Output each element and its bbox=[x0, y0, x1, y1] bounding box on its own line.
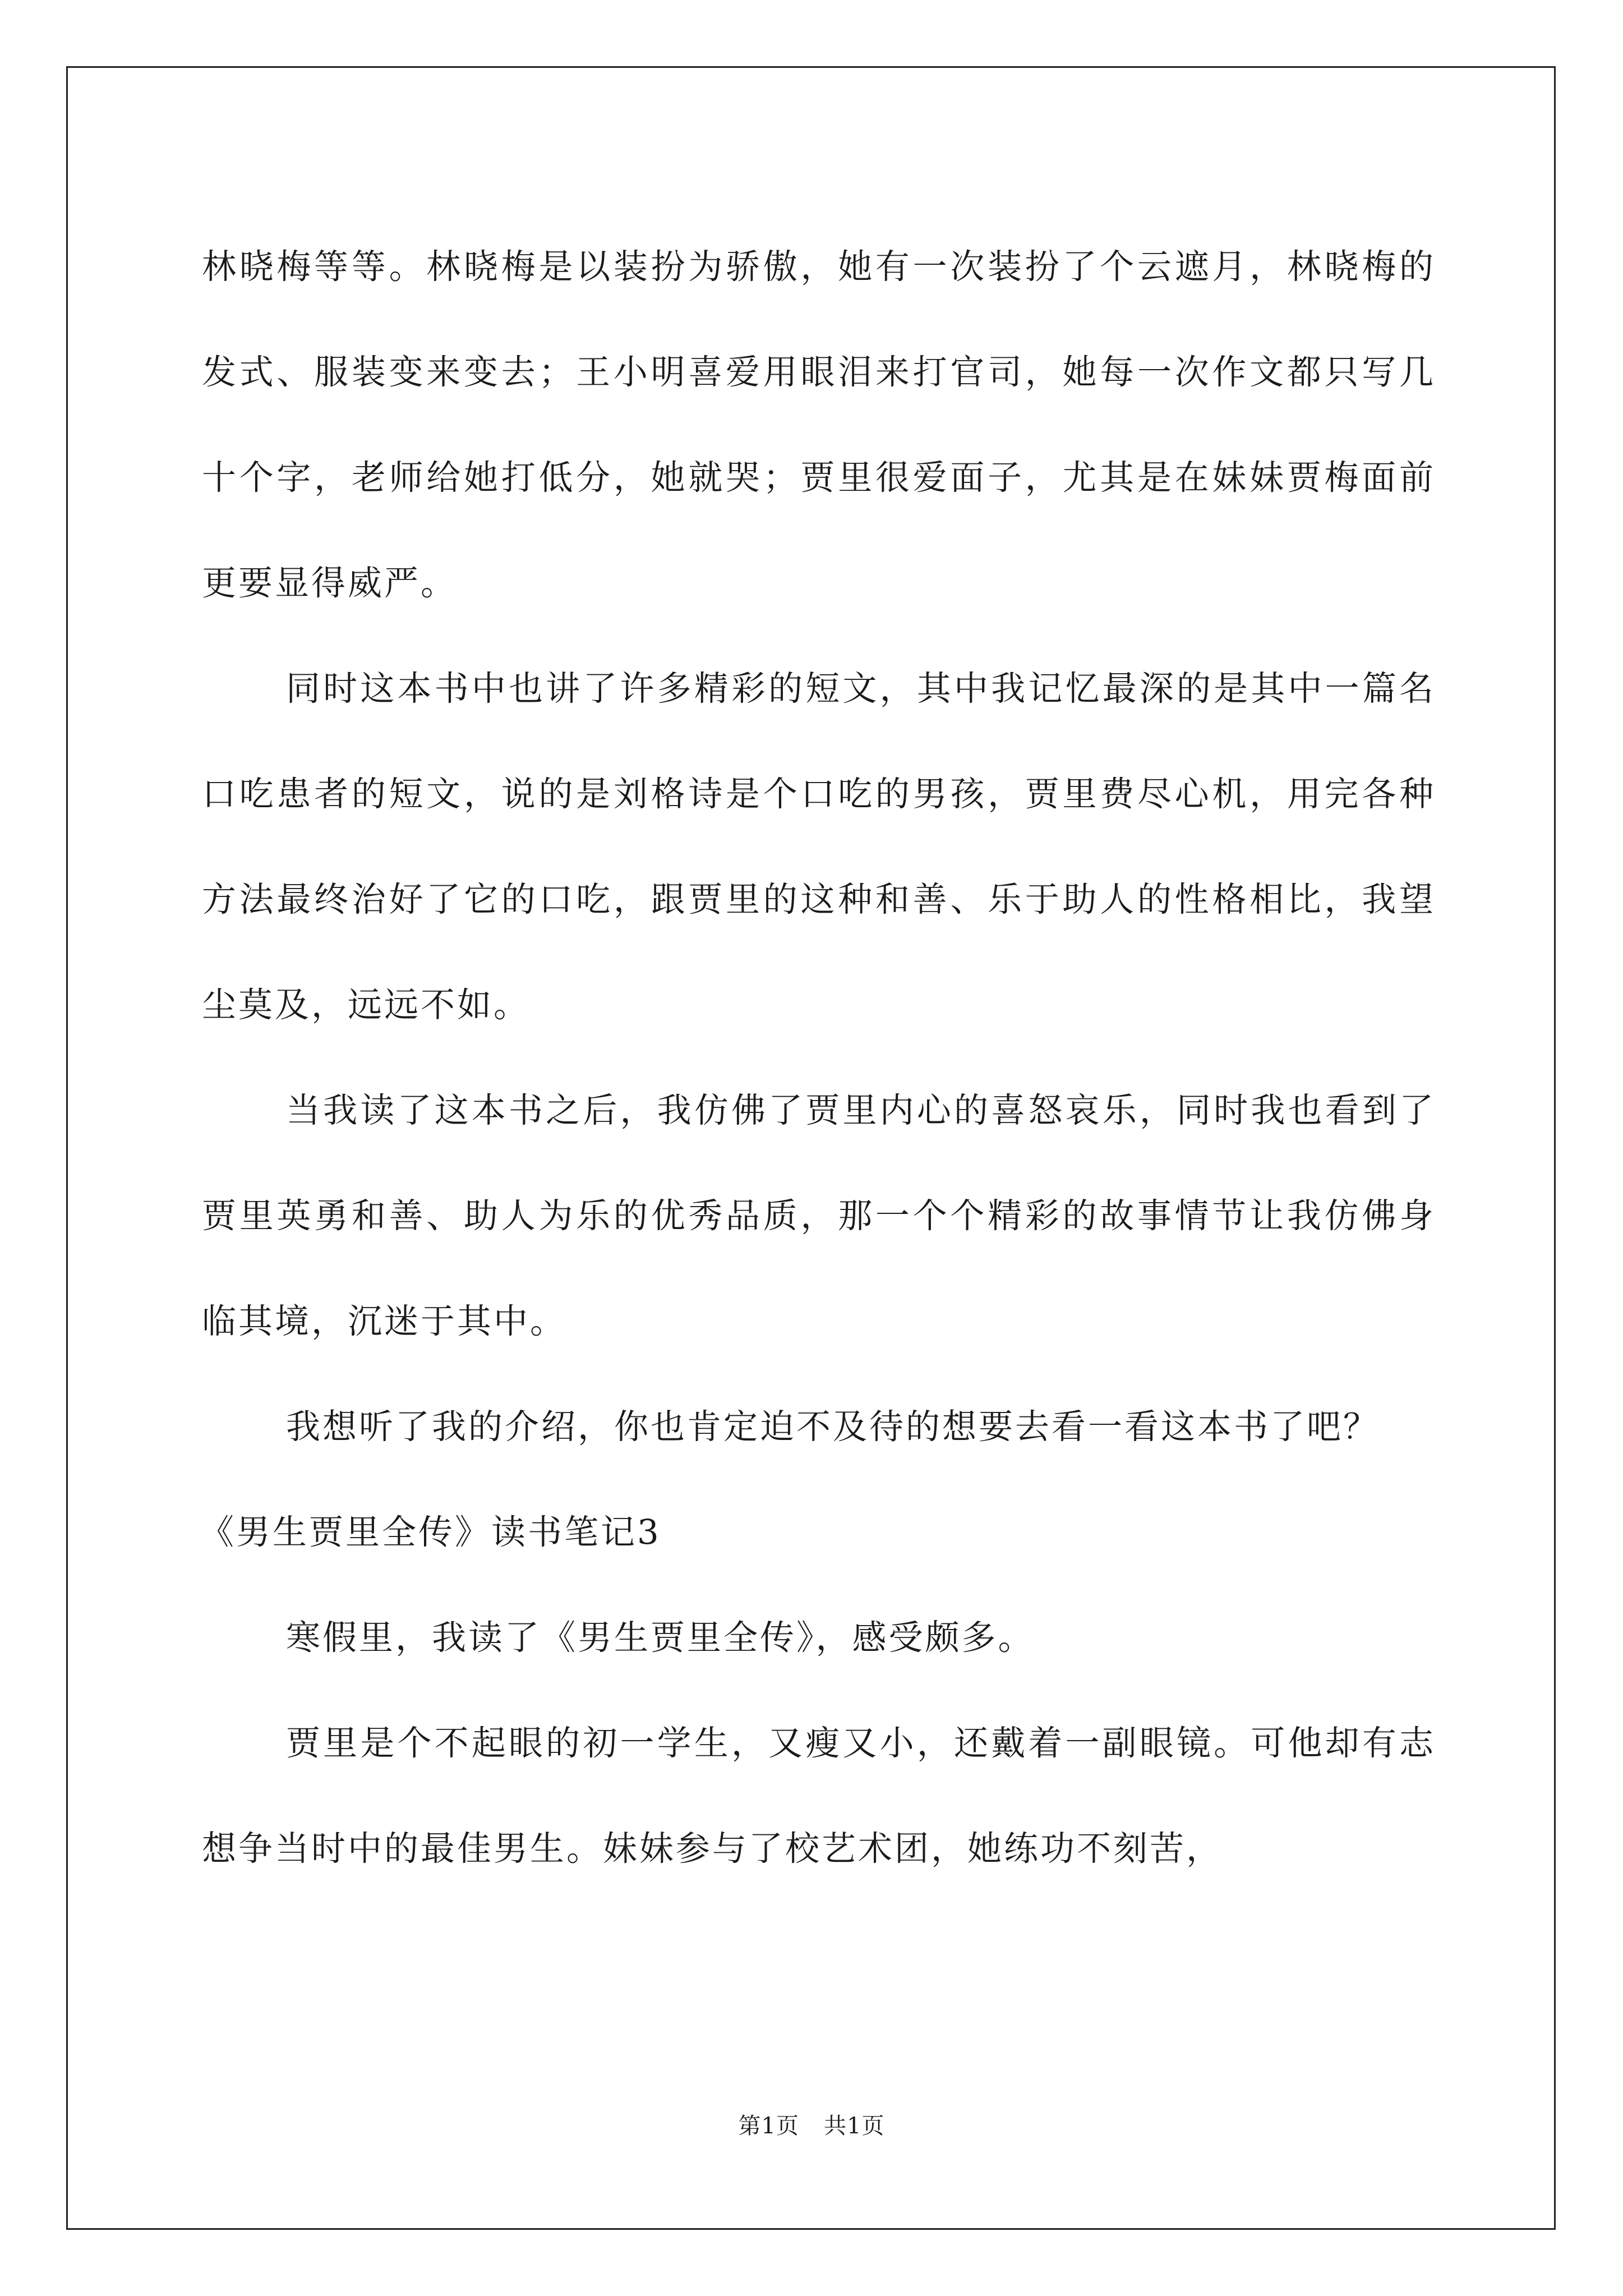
paragraph: 寒假里，我读了《男生贾里全传》，感受颇多。 bbox=[286, 1618, 1035, 1658]
document-body bbox=[202, 214, 1436, 1902]
paragraph: 贾里是个不起眼的初一学生，又瘦又小，还戴着一副眼镜。可他却有志想争当时中的最佳男生。妹妹参与了校艺术团，她练功不刻苦， bbox=[202, 1723, 1436, 1869]
paragraph: 同时这本书中也讲了许多精彩的短文，其中我记忆最深的是其中一篇名口吃患者的短文，说的是刘格诗是个口吃的男孩，贾里费尽心机，用完各种方法最终治好了它的口吃，跟贾里的这种和善、乐于助人的性格相比，我望尘莫及，远远不如。 bbox=[202, 669, 1436, 1025]
paragraph: 我想听了我的介绍，你也肯定迫不及待的想要去看一看这本书了吧？ bbox=[286, 1407, 1380, 1447]
page-total: 共1页 bbox=[824, 2113, 885, 2139]
section-heading: 《男生贾里全传》读书笔记3 bbox=[200, 1512, 661, 1552]
page-footer bbox=[0, 2108, 1623, 2140]
paragraph: 当我读了这本书之后，我仿佛了贾里内心的喜怒哀乐，同时我也看到了贾里英勇和善、助人为乐的优秀品质，那一个个精彩的故事情节让我仿佛身临其境，沉迷于其中。 bbox=[202, 1091, 1436, 1341]
page-number: 第1页 bbox=[738, 2113, 799, 2139]
paragraph-continued: 林晓梅等等。林晓梅是以装扮为骄傲，她有一次装扮了个云遮月，林晓梅的发式、服装变来变去；王小明喜爱用眼泪来打官司，她每一次作文都只写几十个字，老师给她打低分，她就哭；贾里很爱面子，尤其是在妹妹贾梅面前更要显得威严。 bbox=[202, 247, 1436, 603]
